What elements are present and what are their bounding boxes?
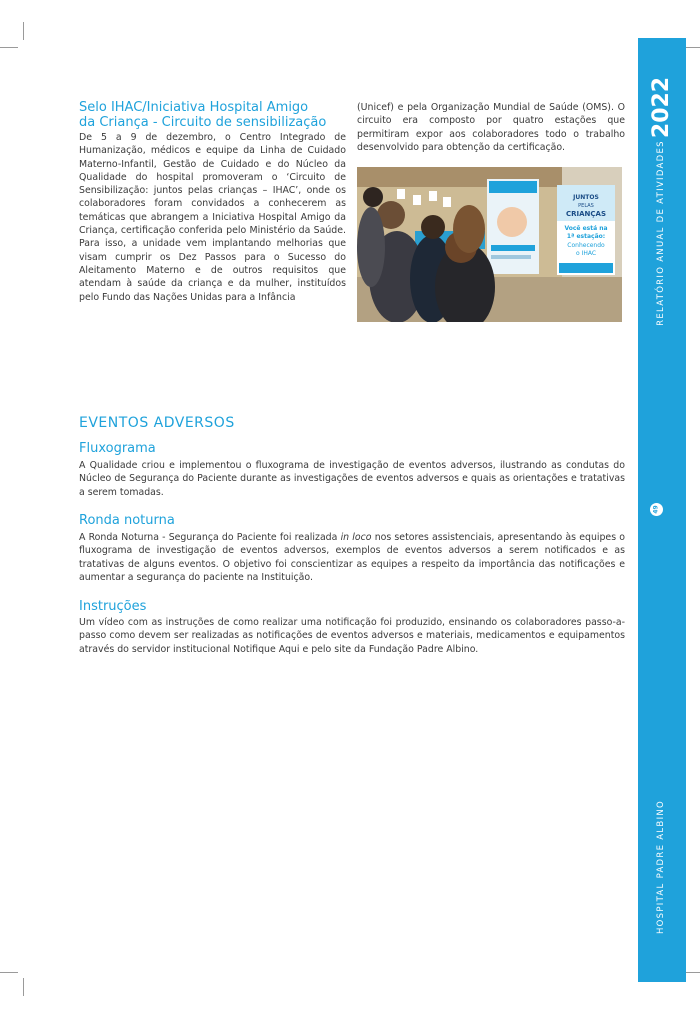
crop-mark xyxy=(0,972,18,973)
hospital-name-container xyxy=(650,798,672,936)
year-text: 2022 xyxy=(649,76,675,138)
instrucoes-title: Instruções xyxy=(79,599,147,614)
banner-line1: Você está na xyxy=(564,225,608,232)
ihac-paragraph-right: (Unicef) e pela Organização Mundial de Saúde (OMS). O circuito era composto por quatro estações que permitiram expor aos colaboradores todo o trabalho desenvolvido para obtenção da certificação. xyxy=(357,102,625,153)
ihac-title xyxy=(79,100,354,130)
hospital-name: HOSPITAL PADRE ALBINO xyxy=(656,799,666,935)
banner-line2: 1ª estação: xyxy=(566,233,606,240)
ronda-text-after: nos setores assistenciais, apresentando às equipes o fluxograma de investigação de eventos adversos, exemplos de eventos adversos a serem notificados e as tratativas de alguns eventos. O objetivo foi conscientizar as equipes a respeito da importância das notificações e aumentar a segurança do paciente na Instituição. xyxy=(79,532,625,583)
banner-pelas: PELAS xyxy=(578,203,594,209)
instrucoes-text: Um vídeo com as instruções de como realizar uma notificação foi produzido, ensinando os colaboradores passo-a-passo como devem ser realizadas as notificações de eventos adversos e materiais, medicamentos e equipamentos através do servidor institucional Notifique Aqui e pelo site da Fundação Padre Albino. xyxy=(79,617,625,655)
ihac-paragraph-left: De 5 a 9 de dezembro, o Centro Integrado de Humanização, médicos e equipe da Linha de Cuidado Materno-Infantil, Gestão de Cuidado e do Núcleo da Qualidade do hospital promoveram o ‘Circuito de Sensibilização: juntos pelas crianças – IHAC’, onde os colaboradores foram convidados a conhecerem as temáticas que abrangem a Iniciativa Hospital Amigo da Criança, certificação conferida pelo Ministério da Saúde. Para isso, a unidade vem implantando melhorias que visam cumprir os Dez Passos para o Sucesso do Aleitamento Materno e de outros requisitos que atendam à saúde da criança e da mulher, instituídos pelo Fundo das Nações Unidas para a Infância xyxy=(79,132,346,303)
page-number-badge xyxy=(650,503,663,516)
ronda-text-before: A Ronda Noturna - Segurança do Paciente foi realizada xyxy=(79,532,341,543)
report-title: RELATÓRIO ANUAL DE ATIVIDADES xyxy=(656,140,666,326)
crop-mark xyxy=(23,22,24,40)
photo-illustration xyxy=(357,167,622,322)
ronda-text-italic: in loco xyxy=(340,532,372,543)
banner-criancas: CRIANÇAS xyxy=(565,210,607,218)
fluxograma-title: Fluxograma xyxy=(79,441,156,456)
ihac-event-photo xyxy=(357,167,622,322)
ihac-title-line1: Selo IHAC/Iniciativa Hospital Amigo xyxy=(79,100,309,115)
ronda-text xyxy=(79,531,625,584)
eventos-section-title: EVENTOS ADVERSOS xyxy=(79,415,235,431)
fluxograma-text: A Qualidade criou e implementou o fluxograma de investigação de eventos adversos, ilustrando as condutas do Núcleo de Segurança do Paciente durante as investigações de eventos adversos e quais as orientações e tratativas a serem tomadas. xyxy=(79,460,625,498)
banner-line3: Conhecendo xyxy=(567,242,605,249)
banner-line4: o IHAC xyxy=(575,250,597,257)
ihac-title-line2: da Criança - Circuito de sensibilização xyxy=(79,115,327,130)
banner-juntos: JUNTOS xyxy=(573,194,599,201)
year-label xyxy=(648,76,676,138)
crop-mark xyxy=(0,47,18,48)
ronda-title: Ronda noturna xyxy=(79,513,175,528)
report-title-container xyxy=(650,138,672,328)
page-number: 49 xyxy=(652,505,660,514)
crop-mark xyxy=(23,978,24,996)
